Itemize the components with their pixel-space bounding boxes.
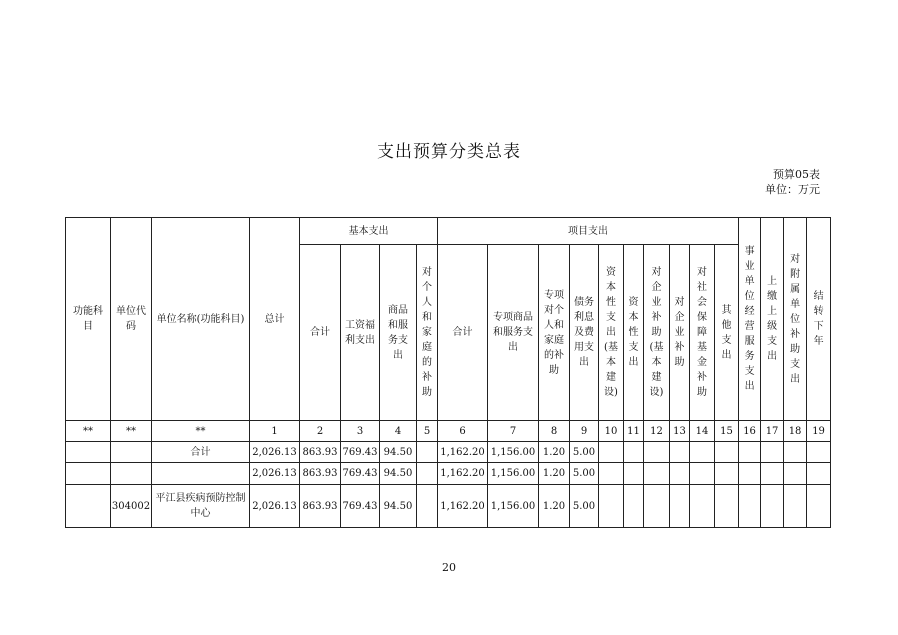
- index-cell: **: [111, 421, 152, 442]
- index-cell: 18: [784, 421, 807, 442]
- value-cell: [670, 463, 690, 485]
- value-cell: 769.43: [341, 463, 380, 485]
- value-cell: 1.20: [539, 463, 570, 485]
- value-cell: 863.93: [300, 442, 341, 463]
- header-project-enterprise: 对 企 业 补 助: [670, 245, 690, 421]
- value-cell: [644, 442, 670, 463]
- header-func-subject: 功能科 目: [66, 218, 111, 421]
- index-cell: 15: [715, 421, 739, 442]
- header-basic-total: 合计: [300, 245, 341, 421]
- value-cell: [644, 485, 670, 528]
- value-cell: [624, 463, 644, 485]
- value-cell: [690, 463, 715, 485]
- unit-code-cell: 304002: [111, 485, 152, 528]
- header-project-special-personal: 专项 对个 人和 家庭 的补 助: [539, 245, 570, 421]
- index-cell: 9: [570, 421, 599, 442]
- value-cell: 1,162.20: [438, 442, 488, 463]
- index-cell: 5: [417, 421, 438, 442]
- value-cell: 2,026.13: [250, 442, 300, 463]
- value-cell: [599, 485, 624, 528]
- header-carry: 结 转 下 年: [807, 218, 831, 421]
- value-cell: 769.43: [341, 485, 380, 528]
- index-cell: 14: [690, 421, 715, 442]
- value-cell: [739, 463, 761, 485]
- value-cell: [599, 463, 624, 485]
- value-cell: [644, 463, 670, 485]
- value-cell: [715, 485, 739, 528]
- index-cell: 4: [380, 421, 417, 442]
- value-cell: 769.43: [341, 442, 380, 463]
- value-cell: [599, 442, 624, 463]
- unit-name-cell: [152, 463, 250, 485]
- table-row: [66, 463, 831, 485]
- budget-table: [65, 217, 831, 528]
- header-project-other: 其 他 支 出: [715, 245, 739, 421]
- header-business: 事 业 单 位 经 营 服 务 支 出: [739, 218, 761, 421]
- value-cell: [784, 463, 807, 485]
- index-cell: 3: [341, 421, 380, 442]
- header-basic-personal: 对 个 人 和 家 庭 的 补 助: [417, 245, 438, 421]
- value-cell: 1,156.00: [488, 463, 539, 485]
- value-cell: [417, 463, 438, 485]
- value-cell: 1,162.20: [438, 485, 488, 528]
- index-cell: **: [152, 421, 250, 442]
- header-upper: 上 缴 上 级 支 出: [761, 218, 784, 421]
- unit-code-cell: [111, 442, 152, 463]
- table-row: [66, 442, 831, 463]
- value-cell: [690, 485, 715, 528]
- value-cell: 94.50: [380, 485, 417, 528]
- value-cell: 5.00: [570, 442, 599, 463]
- header-group-project: 项目支出: [438, 218, 739, 245]
- index-cell: 19: [807, 421, 831, 442]
- value-cell: 863.93: [300, 485, 341, 528]
- value-cell: 94.50: [380, 463, 417, 485]
- header-basic-goods: 商品 和服 务支 出: [380, 245, 417, 421]
- value-cell: [807, 485, 831, 528]
- header-project-debt: 债务 利息 及费 用支 出: [570, 245, 599, 421]
- value-cell: [417, 442, 438, 463]
- value-cell: [807, 442, 831, 463]
- index-cell: 10: [599, 421, 624, 442]
- func-subject-cell: [66, 485, 111, 528]
- page-number: 20: [442, 561, 456, 574]
- func-subject-cell: [66, 463, 111, 485]
- index-cell: **: [66, 421, 111, 442]
- value-cell: 2,026.13: [250, 463, 300, 485]
- index-cell: 1: [250, 421, 300, 442]
- unit-label: 单位：万元: [765, 183, 820, 196]
- value-cell: [761, 463, 784, 485]
- index-cell: 11: [624, 421, 644, 442]
- index-cell: 6: [438, 421, 488, 442]
- value-cell: [417, 485, 438, 528]
- index-cell: 8: [539, 421, 570, 442]
- value-cell: 863.93: [300, 463, 341, 485]
- table-number: 预算05表: [773, 168, 820, 181]
- header-unit-code: 单位代 码: [111, 218, 152, 421]
- value-cell: [761, 442, 784, 463]
- index-cell: 17: [761, 421, 784, 442]
- value-cell: [807, 463, 831, 485]
- header-project-social: 对 社 会 保 障 基 金 补 助: [690, 245, 715, 421]
- page-title: 支出预算分类总表: [377, 142, 521, 162]
- value-cell: [739, 485, 761, 528]
- value-cell: [784, 485, 807, 528]
- value-cell: [670, 485, 690, 528]
- value-cell: [624, 442, 644, 463]
- value-cell: 1,162.20: [438, 463, 488, 485]
- header-project-capital: 资 本 性 支 出: [624, 245, 644, 421]
- unit-code-cell: [111, 463, 152, 485]
- header-project-enterprise-build: 对 企 业 补 助 (基 本 建 设): [644, 245, 670, 421]
- value-cell: [670, 442, 690, 463]
- header-project-special-goods: 专项商品 和服务支 出: [488, 245, 539, 421]
- index-cell: 12: [644, 421, 670, 442]
- value-cell: [739, 442, 761, 463]
- value-cell: 1,156.00: [488, 442, 539, 463]
- value-cell: 5.00: [570, 485, 599, 528]
- index-cell: 2: [300, 421, 341, 442]
- value-cell: 1.20: [539, 485, 570, 528]
- header-unit-name: 单位名称(功能科目): [152, 218, 250, 421]
- index-row: [66, 421, 831, 442]
- unit-name-cell: 合计: [152, 442, 250, 463]
- header-project-capital-build: 资 本 性 支 出 (基 本 建 设): [599, 245, 624, 421]
- index-cell: 13: [670, 421, 690, 442]
- value-cell: [715, 463, 739, 485]
- index-cell: 16: [739, 421, 761, 442]
- value-cell: [784, 442, 807, 463]
- index-cell: 7: [488, 421, 539, 442]
- value-cell: [690, 442, 715, 463]
- value-cell: 1.20: [539, 442, 570, 463]
- value-cell: 1,156.00: [488, 485, 539, 528]
- unit-name-cell: 平江县疾病预防控制中心: [152, 485, 250, 528]
- value-cell: 5.00: [570, 463, 599, 485]
- value-cell: [761, 485, 784, 528]
- value-cell: [624, 485, 644, 528]
- header-total: 总计: [250, 218, 300, 421]
- table-row: [66, 485, 831, 528]
- func-subject-cell: [66, 442, 111, 463]
- header-basic-wage: 工资福 利支出: [341, 245, 380, 421]
- value-cell: 94.50: [380, 442, 417, 463]
- value-cell: 2,026.13: [250, 485, 300, 528]
- header-group-basic: 基本支出: [300, 218, 438, 245]
- header-subsidiary: 对 附 属 单 位 补 助 支 出: [784, 218, 807, 421]
- header-project-total: 合计: [438, 245, 488, 421]
- value-cell: [715, 442, 739, 463]
